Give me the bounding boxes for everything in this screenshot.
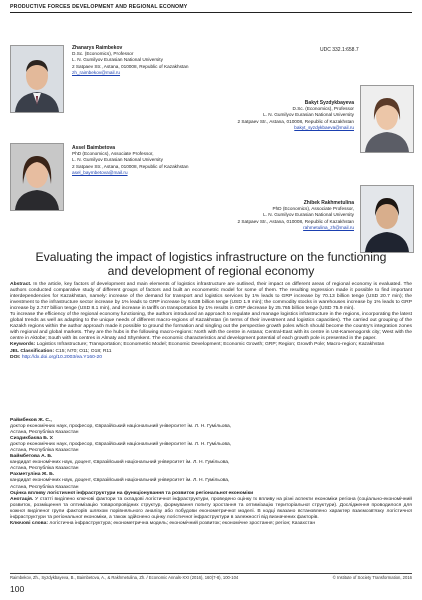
ua-author-line: Астана, Республіка Казахстан <box>10 448 79 454</box>
ua-author-2 <box>10 436 412 454</box>
ua-author-name: Рахметуліна Ж. Б. <box>10 472 55 478</box>
ua-author-1 <box>10 418 412 436</box>
jel-text: C15; N70; O11; O18; R11 <box>55 348 112 354</box>
ua-keywords <box>10 521 412 527</box>
ua-author-3 <box>10 454 412 472</box>
doi-label: DOI: <box>10 354 21 360</box>
author-degree: PhD (Economics), Associate Professor, <box>272 206 354 212</box>
page-number: 100 <box>10 584 25 594</box>
author-email-link[interactable]: asel_baymbetova@mail.ru <box>72 169 128 175</box>
author-block-3 <box>72 145 189 176</box>
author-affiliation: L. N. Gumilyov Eurasian National University <box>72 57 163 63</box>
author-affiliation: L. N. Gumilyov Eurasian National University <box>72 157 163 163</box>
ua-author-line: доктор економічних наук, професор, Євразійський національний університет ім. Л. Н. Гумільова, <box>10 442 232 448</box>
author-address: 2 Satpaev Str., Astana, 010008, Republic of Kazakhstan <box>237 118 354 124</box>
author-degree: D.Sc. (Economics), Professor <box>292 106 354 112</box>
udc-code: UDC 332.1:658.7 <box>320 47 359 53</box>
author-email-link[interactable]: rahmetulina_zh@mail.ru <box>303 224 354 230</box>
author-photo-1 <box>10 45 64 113</box>
ua-author-line: кандидат економічних наук, доцент, Євразійський національний університет ім. Л. Н. Гумільова, <box>10 460 230 466</box>
ua-author-line: доктор економічних наук, професор, Євразійський національний університет ім. Л. Н. Гумільова, <box>10 424 232 430</box>
author-email-link[interactable]: zh_raimbekov@mail.ru <box>72 69 121 75</box>
ua-authors-section <box>10 418 412 527</box>
author-photo-2 <box>360 85 414 153</box>
keywords-text: Logistics Infrastructure; Transportation; Econometric Model; Economic Development; Economic Growth; GRP; Region; Growth Pole; Macro-region; Kazakhstan <box>36 342 385 348</box>
jel-label: JEL Classification: <box>10 348 55 354</box>
author-email-link[interactable]: bakyt_syzdykbaeva@mail.ru <box>294 124 354 130</box>
footer-copyright: © Institute of Society Transformation, 2016 <box>332 575 412 580</box>
ua-author-name: Раймбеков Ж. С., <box>10 418 52 423</box>
author-photo-4 <box>360 185 414 253</box>
author-block-1 <box>72 45 189 76</box>
doi-link[interactable]: http://dx.doi.org/10.2003/ea.Y160-20 <box>21 354 102 360</box>
keywords-label: Keywords: <box>10 342 36 348</box>
author-address: 2 Satpaev Str., Astana, 010008, Republic of Kazakhstan <box>237 218 354 224</box>
author-block-2 <box>230 100 354 131</box>
ua-author-name: Баймбетова А. Б. <box>10 454 53 460</box>
author-affiliation: L. N. Gumilyov Eurasian National University <box>263 212 354 218</box>
journal-section-header: PRODUCTIVE FORCES DEVELOPMENT AND REGIONAL ECONOMY <box>10 4 412 13</box>
footer-divider <box>10 573 412 574</box>
ua-annotation-label: Анотація. <box>10 496 34 502</box>
footer-citation: Raimbekov, Zh., Syzdykbayeva, B., Baimbetova, A., & Rakhmetulina, Zh. / Economic Annals-XXI (2016), 160(7-8), 100-104 <box>10 575 239 580</box>
abstract-text: In the article, key factors of development and main elements of logistics infrastructure are outlined, their impact on different areas of regional economy is evaluated. The authors conducted comparative study of different groups of factors and built an econometric model for some of them. The resulting regression made it possible to find important interdependencies for Kazakhstan, namely: increase of the demand for transport and logistics services by 1% leads to GRP increase by 70.13 billion tenge (USD 20.7 min); the investment to the infrastructure sector increase by 1% leads to GRP increase by 6.638 billion tenge (USD 1.9 min); the commodity stocks in warehouses increase by 1% leads to GRP increase by 2.747 billion tenge (USD 8.1 min), and increase in tariffs on transportation by 1% results in GRP decrease by 25.765 billion tenge (USD 75.9 min). <box>10 282 412 312</box>
author-block-4 <box>230 200 354 231</box>
ua-keywords-label: Ключові слова: <box>10 520 49 526</box>
author-degree: PhD (Economics), Associate Professor, <box>72 151 154 157</box>
ua-author-name: Сиздикбаєва Б. У. <box>10 436 54 442</box>
article-title: Evaluating the impact of logistics infrastructure on the functioning and development of regional economy <box>35 250 387 278</box>
author-name: Zhibek Rakhmetulina <box>303 200 354 206</box>
ua-author-4 <box>10 472 412 490</box>
ua-author-line: кандидат економічних наук, доцент, Євразійський національний університет ім. Л. Н. Гумільова, <box>10 478 230 484</box>
author-photo-3 <box>10 143 64 211</box>
author-name: Bakyt Syzdykbayeva <box>304 100 354 106</box>
ua-annotation <box>10 497 412 521</box>
abstract-section <box>10 282 412 361</box>
author-address: 2 Satpaev Str., Astana, 010008, Republic of Kazakhstan <box>72 163 189 169</box>
author-name: Assel Baimbetova <box>72 145 116 151</box>
ua-author-line: Астана, Республіка Казахстан <box>10 430 79 436</box>
ua-annotation-text: У статті виділено ключові фактори та складові логістичної інфраструктури, проведено оцінку їх впливу на різні аспекти економіки регіона (соціально-економічний розвиток, розміщення та оптимізацію товаропровідних структур, формування попиту зростання та оптимізацію територіальної структури). Дослідження проводилося для кожної виділеної групи факторів шляхом порівняльного аналізу або побудови економетричної моделі. В кодці вказано встановлено характер взаємозв'язку логістичної інфраструктури та регіональної економіки, а також здійснено оцінку логістичної інфраструктури в залежності від визначених факторів. <box>10 496 413 520</box>
ua-author-line: Астана, Республіка Казахстан <box>10 484 79 490</box>
abstract-text-2: To increase the efficiency of the regional economy functioning, the authors introduced an approach to regulate and manage logistics infrastructure in the regions, incorporating the latest global trends as well as adapting to the unique needs of different macro-regions of Kazakhstan (in terms of their investment and logistics capacities). The carried out grouping of the Kazakh regions within the author approach made it possible to ground the formation and singling out the perspective growth poles which should become the country's integration zones with regional and global markets. They are the hubs in the following macro-regions: North with the centre in Astana; Central-East with its centre in Ust-Kamenogorsk city; West with the centre in Aktobe; South with its centres in Almaty and Shymkent. The economic characteristics and development potential of each growth pole is presented in the paper. <box>10 312 412 342</box>
ua-title: Оцінка впливу логістичної інфраструктури на функціонування та розвиток регіональної економіки <box>10 490 254 496</box>
ua-keywords-text: логістична інфраструктура; економетрична модель; економічний розвиток; економічне зростання; регіон; Казахстан <box>49 520 316 526</box>
author-affiliation: L. N. Gumilyov Eurasian National University <box>263 112 354 118</box>
ua-author-line: Астана, Республіка Казахстан <box>10 466 79 472</box>
abstract-label: Abstract. <box>10 282 32 287</box>
author-degree: D.Sc. (Economics), Professor <box>72 51 134 57</box>
author-address: 2 Satpaev Str., Astana, 010008, Republic of Kazakhstan <box>72 63 189 69</box>
author-name: Zhanarys Raimbekov <box>72 45 123 51</box>
doi-line <box>10 355 412 361</box>
